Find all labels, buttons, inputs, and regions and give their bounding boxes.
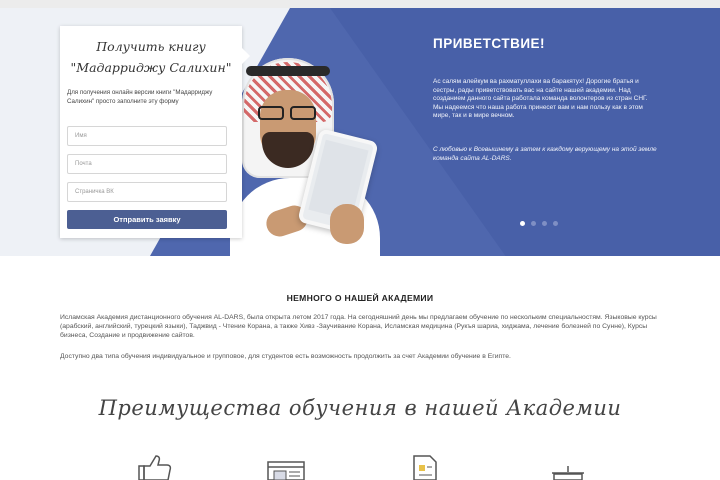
- holding-hand: [330, 204, 364, 244]
- about-paragraph-2: Доступно два типа обучения индивидуальное и групповое, для студентов есть возможность продолжить за счет Академии обучение в Египте.: [60, 353, 511, 360]
- agal: [246, 66, 330, 76]
- form-notch: [242, 48, 250, 64]
- email-input[interactable]: Почта: [67, 154, 227, 174]
- slider-dot-2[interactable]: [531, 221, 536, 226]
- glasses: [256, 106, 320, 120]
- hero-person-image: [230, 58, 400, 256]
- book-request-form: [60, 26, 242, 238]
- advantages-title: Преимущества обучения в нашей Академии: [98, 396, 622, 420]
- form-title-line-1: Получить книгу: [96, 39, 206, 54]
- greeting-text: Ас салям алейкум ва рахматуллахи ва баракятух! Дорогие братья и сестры, рады приветствовать вас на сайте нашей академии. Над созданием данного сайта работала команда волонтеров из стран СНГ. Мы надеемся что наша работа принесет вам и нам пользу как в этом мире, так и в мире вечном.: [433, 78, 648, 120]
- slider-dot-1[interactable]: [520, 221, 525, 226]
- thumbs-up-icon: [134, 452, 178, 480]
- form-title: [66, 36, 236, 78]
- vk-page-input[interactable]: Страничка ВК: [67, 182, 227, 202]
- slider-dots: [520, 221, 558, 226]
- slider-dot-3[interactable]: [542, 221, 547, 226]
- slider-dot-4[interactable]: [553, 221, 558, 226]
- browser-window-icon: [264, 452, 308, 480]
- form-description: Для получения онлайн версии книги "Мадарриджу Салихин" просто заполните эту форму: [67, 89, 213, 105]
- greeting-quote: С любовью к Всевышнему а затем к каждому верующему на этой земле команда сайта AL-DARS.: [433, 146, 657, 162]
- advantages-icons: [0, 452, 720, 480]
- form-title-line-2: "Мадарриджу Салихин": [70, 60, 232, 75]
- about-title: НЕМНОГО О НАШЕЙ АКАДЕМИИ: [286, 293, 434, 303]
- about-paragraph-1: Исламская Академия дистанционного обучения AL-DARS, была открыта летом 2017 года. На сегодняшний день мы предлагаем обучение по нескольким специальностям. Языковые курсы (арабский, английский, турецкий языки), Таджвид - Чтение Корана, а также Хивз -Заучивание Корана, Исламская медицина (Рукъя шариа, хиджама, лечение болезней по Сунне), Курсы бизнеса, Создание и продвижение сайтов.: [60, 314, 657, 339]
- document-icon: [404, 452, 448, 480]
- presentation-board-icon: [546, 452, 590, 480]
- top-bar: [0, 0, 720, 8]
- submit-request-button[interactable]: Отправить заявку: [67, 210, 227, 229]
- name-input[interactable]: Имя: [67, 126, 227, 146]
- greeting-title: ПРИВЕТСТВИЕ!: [433, 36, 546, 51]
